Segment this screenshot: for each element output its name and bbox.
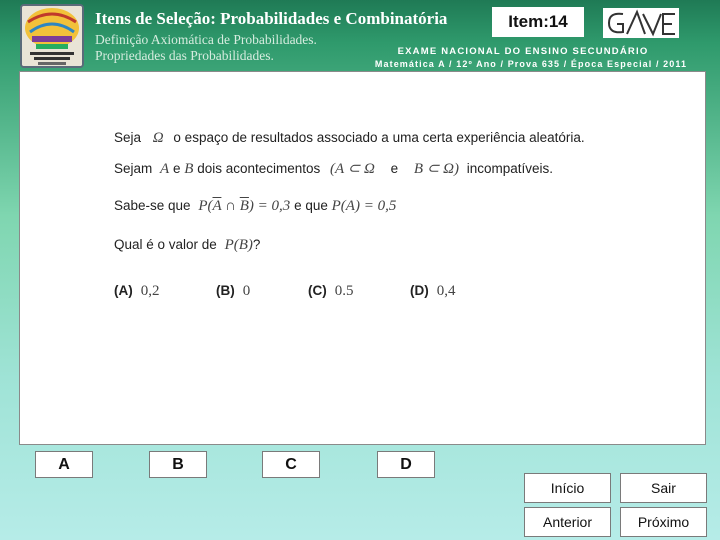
option-c-letter: (C) <box>308 283 327 298</box>
question-line-3-pre: Sabe-se que <box>114 198 191 213</box>
b-complement: $\overline{B}$ <box>239 198 249 214</box>
option-a <box>114 283 160 300</box>
condition-b: B ⊂ Ω) <box>413 161 459 177</box>
prob-complement-value: ) = 0,3 <box>248 198 291 214</box>
prob-open: P( <box>198 198 213 214</box>
next-button[interactable]: Próximo <box>620 507 707 537</box>
prob-complement-expr <box>198 198 290 214</box>
option-b-letter: (B) <box>216 283 235 298</box>
a-complement: $\overline{A}$ <box>212 198 222 214</box>
question-line-2-mid: dois acontecimentos <box>197 161 321 176</box>
omega-symbol: Ω <box>152 130 164 146</box>
option-c <box>308 283 354 300</box>
option-c-value: 0.5 <box>334 283 354 299</box>
gave-logo <box>603 8 679 38</box>
answer-button-d[interactable]: D <box>377 451 435 478</box>
answer-button-a[interactable]: A <box>35 451 93 478</box>
question-panel <box>19 71 706 445</box>
event-b: B <box>184 161 194 177</box>
question-line-4 <box>114 237 260 254</box>
question-line-2-and: e <box>172 161 181 176</box>
item-number-badge: Item:14 <box>492 7 584 37</box>
home-button[interactable]: Início <box>524 473 611 503</box>
exit-button[interactable]: Sair <box>620 473 707 503</box>
answer-button-b[interactable]: B <box>149 451 207 478</box>
option-b-value: 0 <box>242 283 251 299</box>
page-title: Itens de Seleção: Probabilidades e Combinatória <box>95 9 448 28</box>
subtitle-line-1: Definição Axiomática de Probabilidades. <box>95 32 317 47</box>
prob-b-expr: P(B) <box>224 237 253 253</box>
gave-logo-icon <box>603 8 679 38</box>
prob-a-expr: P(A) = 0,5 <box>331 198 397 214</box>
question-line-1 <box>114 130 585 147</box>
exam-details: Matemática A / 12º Ano / Prova 635 / Época Especial / 2011 <box>374 59 688 69</box>
option-d-value: 0,4 <box>436 283 456 299</box>
question-line-2-pre: Sejam <box>114 161 153 176</box>
subtitle-line-2: Propriedades das Probabilidades. <box>95 48 274 63</box>
question-line-1-pre: Seja <box>114 130 142 145</box>
question-mark: ? <box>252 237 261 252</box>
school-logo <box>20 4 84 68</box>
question-line-1-post: o espaço de resultados associado a uma certa experiência aleatória. <box>173 130 585 145</box>
option-a-letter: (A) <box>114 283 133 298</box>
previous-button[interactable]: Anterior <box>524 507 611 537</box>
event-a: A <box>160 161 170 177</box>
question-line-3-mid: e que <box>294 198 328 213</box>
question-line-2 <box>114 159 553 178</box>
intersection-symbol: ∩ <box>221 198 240 214</box>
question-line-2-post: incompatíveis. <box>466 161 554 176</box>
option-d <box>410 283 456 300</box>
question-line-3 <box>114 198 396 215</box>
exam-title: EXAME NACIONAL DO ENSINO SECUNDÁRIO <box>397 46 649 57</box>
condition-a: (A ⊂ Ω <box>330 161 375 177</box>
school-logo-icon <box>22 6 82 66</box>
option-b <box>216 283 250 300</box>
option-a-value: 0,2 <box>140 283 160 299</box>
option-d-letter: (D) <box>410 283 429 298</box>
question-line-2-and-2: e <box>390 161 399 176</box>
question-line-4-pre: Qual é o valor de <box>114 237 217 252</box>
answer-button-c[interactable]: C <box>262 451 320 478</box>
